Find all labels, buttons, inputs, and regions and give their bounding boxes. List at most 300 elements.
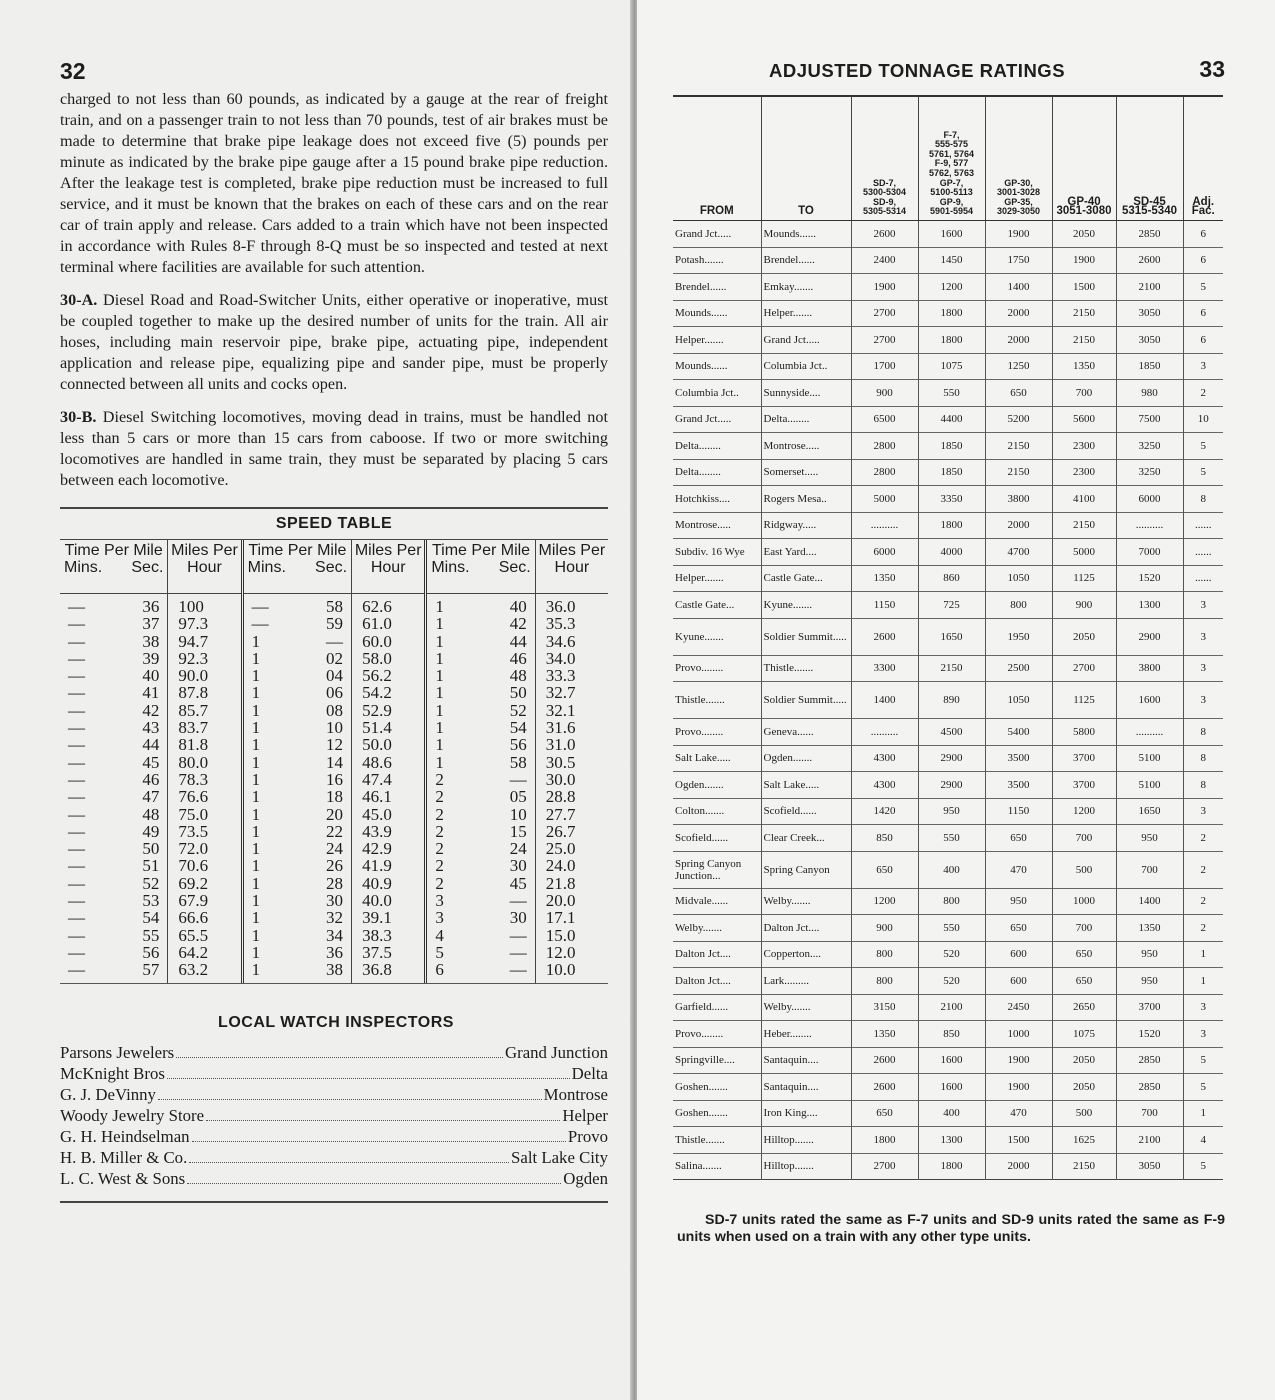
adj-factor-cell: ...... — [1183, 512, 1223, 539]
adj-factor-cell: 8 — [1183, 486, 1223, 513]
from-cell: Mounds...... — [673, 353, 761, 380]
seconds-cell: 37 — [142, 614, 160, 634]
seconds-cell: 04 — [326, 666, 344, 686]
speed-row-time — [427, 788, 534, 805]
to-cell: Welby....... — [761, 994, 851, 1021]
minutes-cell: — — [68, 666, 85, 686]
minutes-cell: — — [68, 718, 85, 738]
rating-cell: 1500 — [1052, 274, 1116, 301]
watch-inspector-row — [60, 1084, 608, 1105]
to-cell: East Yard.... — [761, 539, 851, 566]
rating-cell: 4300 — [851, 745, 918, 772]
speed-row-time — [60, 667, 167, 684]
dotted-leader — [192, 1131, 566, 1142]
watch-inspector-row — [60, 1042, 608, 1063]
speed-row-time — [427, 875, 534, 892]
from-cell: Provo........ — [673, 655, 761, 682]
speed-row-time — [60, 754, 167, 771]
adj-factor-cell: 2 — [1183, 851, 1223, 888]
column-header — [673, 96, 761, 221]
seconds-cell: 58 — [509, 752, 527, 772]
speed-row-time — [427, 909, 534, 926]
seconds-cell: 54 — [509, 718, 527, 738]
column-header-line: SD-7, — [872, 177, 896, 188]
rating-cell: 1000 — [985, 1021, 1052, 1048]
minutes-cell: — — [68, 839, 85, 859]
speed-row-mph — [352, 615, 424, 632]
adj-factor-cell: 1 — [1183, 1100, 1223, 1127]
minutes-cell: 1 — [251, 648, 261, 668]
speed-row-mph — [168, 788, 240, 805]
page-number-left: 32 — [60, 58, 86, 84]
minutes-cell: — — [68, 908, 85, 928]
rating-cell: 2150 — [1052, 512, 1116, 539]
speed-row-mph — [536, 650, 608, 667]
speed-row-mph — [536, 754, 608, 771]
speed-row-mph — [536, 684, 608, 701]
speed-row-mph — [168, 615, 240, 632]
tonnage-row — [673, 1074, 1223, 1101]
to-cell: Santaquin.... — [761, 1074, 851, 1101]
miles-per-hour-column — [536, 540, 608, 983]
mph-cell: 20.0 — [545, 891, 576, 911]
rating-cell: 5100 — [1116, 772, 1183, 799]
tonnage-row — [673, 406, 1223, 433]
to-cell: Clear Creek... — [761, 825, 851, 852]
to-cell: Mounds...... — [761, 221, 851, 248]
speed-row-time — [244, 806, 351, 823]
minutes-cell: 1 — [435, 666, 444, 686]
minutes-cell: — — [68, 752, 85, 772]
rating-cell: 800 — [918, 888, 985, 915]
mins-label: Mins. — [64, 559, 103, 576]
rating-cell: 950 — [918, 798, 985, 825]
minutes-cell: 2 — [435, 839, 444, 859]
tonnage-row — [673, 353, 1223, 380]
speed-row-mph — [168, 823, 240, 840]
rating-cell: 6000 — [1116, 486, 1183, 513]
column-header-line: GP-7, — [939, 177, 964, 188]
adj-factor-cell: 2 — [1183, 915, 1223, 942]
to-cell: Hilltop....... — [761, 1127, 851, 1154]
minutes-cell: 1 — [251, 925, 261, 945]
inspector-city: Helper — [562, 1105, 608, 1125]
adj-factor-cell: 3 — [1183, 655, 1223, 682]
rating-cell: 2600 — [851, 1074, 918, 1101]
column-header-line: GP-30, — [1004, 177, 1033, 188]
rating-cell: 500 — [1052, 851, 1116, 888]
inspector-name: G. H. Heindselman — [60, 1126, 190, 1146]
miles-per-hour-column — [168, 540, 240, 983]
speed-row-mph — [168, 927, 240, 944]
mph-cell: 24.0 — [545, 856, 576, 876]
column-header-line: Fac. — [1191, 205, 1215, 218]
speed-row-mph — [352, 857, 424, 874]
rating-cell: 2300 — [1052, 459, 1116, 486]
column-header-line: F-7, — [943, 129, 960, 140]
rating-cell: 1350 — [851, 565, 918, 592]
tonnage-row — [673, 655, 1223, 682]
column-header — [1052, 96, 1116, 221]
rule-text: Diesel Switching locomotives, moving dead in trains, must be handled not less than 5 cars or more than 15 cars from caboose. If two or more switching locomotives are handled in same train, they must be separated by placing 5 cars between each locomotive. — [60, 408, 608, 489]
minutes-cell: 2 — [435, 821, 444, 841]
rating-cell: 1750 — [985, 247, 1052, 274]
mph-cell: 25.0 — [545, 839, 576, 859]
seconds-cell: 30 — [509, 908, 527, 928]
rating-cell: 650 — [851, 851, 918, 888]
rating-cell: 4500 — [918, 719, 985, 746]
seconds-cell: 45 — [142, 752, 160, 772]
watch-inspector-row — [60, 1105, 608, 1126]
column-header-line: GP-40 — [1067, 195, 1101, 208]
speed-row-mph — [536, 736, 608, 753]
adj-factor-cell: 8 — [1183, 719, 1223, 746]
to-cell: Heber........ — [761, 1021, 851, 1048]
rating-cell: 1800 — [918, 512, 985, 539]
minutes-cell: — — [68, 821, 85, 841]
speed-row-time — [60, 598, 167, 615]
speed-row-time — [244, 909, 351, 926]
dotted-leader — [167, 1068, 570, 1079]
seconds-cell: 53 — [142, 891, 160, 911]
rating-cell: 6000 — [851, 539, 918, 566]
minutes-cell: — — [251, 597, 269, 616]
seconds-cell: — — [326, 631, 344, 651]
seconds-cell: 02 — [326, 648, 344, 668]
speed-row-time — [60, 909, 167, 926]
mph-cell: 70.6 — [178, 856, 209, 876]
column-header — [1116, 96, 1183, 221]
column-header-line: 5315-5340 — [1122, 205, 1177, 218]
to-cell: Scofield...... — [761, 798, 851, 825]
speed-row-time — [60, 857, 167, 874]
to-cell: Sunnyside.... — [761, 380, 851, 407]
time-subheader — [244, 559, 351, 576]
rating-cell: 900 — [1052, 592, 1116, 619]
column-header-line: SD-45 — [1133, 195, 1166, 208]
mph-cell: 65.5 — [178, 925, 209, 945]
seconds-cell: 24 — [326, 839, 344, 859]
seconds-cell: 18 — [326, 787, 344, 807]
from-cell: Helper....... — [673, 327, 761, 354]
speed-table-group — [424, 540, 608, 983]
minutes-cell: 1 — [251, 821, 261, 841]
rule-number: 30-A. — [60, 291, 98, 309]
seconds-cell: 15 — [509, 821, 527, 841]
rating-cell: 500 — [1052, 1100, 1116, 1127]
seconds-cell: 39 — [142, 648, 160, 668]
rating-cell: 4400 — [918, 406, 985, 433]
rating-cell: 900 — [851, 915, 918, 942]
mph-cell: 81.8 — [178, 735, 209, 755]
rating-cell: 2850 — [1116, 221, 1183, 248]
mph-cell: 80.0 — [178, 752, 209, 772]
time-per-mile-column — [60, 540, 168, 983]
column-header — [851, 96, 918, 221]
adj-factor-cell: 8 — [1183, 772, 1223, 799]
minutes-cell: 1 — [251, 769, 261, 789]
mph-cell: 61.0 — [362, 614, 392, 634]
minutes-cell: — — [68, 873, 85, 893]
from-cell: Grand Jct..... — [673, 221, 761, 248]
speed-row-time — [60, 736, 167, 753]
seconds-cell: 47 — [142, 787, 160, 807]
speed-row-mph — [352, 650, 424, 667]
rule-paragraph — [60, 407, 608, 491]
speed-row-mph — [352, 961, 424, 978]
from-cell: Colton....... — [673, 798, 761, 825]
time-rows — [244, 594, 351, 983]
dotted-leader — [206, 1110, 560, 1121]
adj-factor-cell: 3 — [1183, 618, 1223, 655]
seconds-cell: 30 — [509, 856, 527, 876]
mph-cell: 45.0 — [362, 804, 392, 824]
adj-factor-cell: 3 — [1183, 592, 1223, 619]
rating-cell: 1800 — [918, 1153, 985, 1180]
seconds-cell: — — [509, 925, 527, 945]
column-header-line: TO — [798, 205, 814, 218]
mph-cell: 26.7 — [545, 821, 576, 841]
rating-cell: 1900 — [985, 1047, 1052, 1074]
mph-cell: 56.2 — [362, 666, 392, 686]
speed-row-mph — [536, 615, 608, 632]
speed-row-time — [244, 736, 351, 753]
minutes-cell: 1 — [435, 648, 444, 668]
from-cell: Ogden....... — [673, 772, 761, 799]
minutes-cell: — — [68, 942, 85, 962]
from-cell: Mounds...... — [673, 300, 761, 327]
minutes-cell: 1 — [251, 856, 261, 876]
adj-factor-cell: 2 — [1183, 380, 1223, 407]
adj-factor-cell: 5 — [1183, 274, 1223, 301]
speed-row-mph — [352, 927, 424, 944]
minutes-cell: — — [68, 648, 85, 668]
rating-cell: 2600 — [851, 1047, 918, 1074]
speed-table-group — [60, 540, 241, 983]
mph-cell: 40.9 — [362, 873, 392, 893]
time-per-mile-header — [60, 540, 167, 594]
sec-label: Sec. — [315, 559, 348, 576]
to-cell: Emkay....... — [761, 274, 851, 301]
minutes-cell: 1 — [251, 700, 261, 720]
rating-cell: 1600 — [918, 221, 985, 248]
to-cell: Brendel...... — [761, 247, 851, 274]
speed-row-mph — [536, 857, 608, 874]
minutes-cell: 2 — [435, 787, 444, 807]
from-cell: Provo........ — [673, 719, 761, 746]
tonnage-row — [673, 798, 1223, 825]
minutes-cell: 1 — [435, 752, 444, 772]
minutes-cell: 1 — [435, 683, 444, 703]
speed-row-time — [244, 650, 351, 667]
speed-row-time — [244, 667, 351, 684]
rating-cell: 3500 — [985, 772, 1052, 799]
time-per-mile-label: Time Per Mile — [431, 542, 531, 559]
rating-cell: 1900 — [851, 274, 918, 301]
mph-cell: 73.5 — [178, 821, 209, 841]
tonnage-row — [673, 825, 1223, 852]
mph-cell: 58.0 — [362, 648, 392, 668]
speed-row-time — [244, 840, 351, 857]
adj-factor-cell: 2 — [1183, 888, 1223, 915]
speed-row-mph — [352, 684, 424, 701]
from-cell: Midvale...... — [673, 888, 761, 915]
miles-per-hour-header: Miles Per Hour — [536, 540, 608, 594]
seconds-cell: 48 — [509, 666, 527, 686]
adj-factor-cell: 5 — [1183, 433, 1223, 460]
time-per-mile-header — [427, 540, 534, 594]
minutes-cell: 1 — [435, 597, 444, 616]
dotted-leader — [158, 1089, 542, 1100]
from-cell: Delta........ — [673, 459, 761, 486]
from-cell: Brendel...... — [673, 274, 761, 301]
rating-cell: 2650 — [1052, 994, 1116, 1021]
inspector-name: G. J. DeVinny — [60, 1084, 156, 1104]
tonnage-row — [673, 994, 1223, 1021]
speed-row-mph — [536, 875, 608, 892]
tonnage-row — [673, 1100, 1223, 1127]
from-cell: Provo........ — [673, 1021, 761, 1048]
right-page-header — [673, 56, 1225, 83]
speed-row-mph — [536, 598, 608, 615]
mph-cell: 35.3 — [545, 614, 576, 634]
minutes-cell: — — [68, 769, 85, 789]
rating-cell: 3050 — [1116, 327, 1183, 354]
adj-factor-cell: 4 — [1183, 1127, 1223, 1154]
to-cell: Delta........ — [761, 406, 851, 433]
page-title: ADJUSTED TONNAGE RATINGS — [769, 60, 1066, 81]
speed-row-time — [427, 650, 534, 667]
mph-cell: 21.8 — [545, 873, 576, 893]
speed-row-mph — [168, 892, 240, 909]
rating-cell: 1650 — [918, 618, 985, 655]
column-header-line: 555-575 — [934, 139, 969, 150]
column-header-line: Adj. — [1192, 195, 1215, 208]
speed-row-time — [244, 615, 351, 632]
speed-row-mph — [168, 944, 240, 961]
to-cell: Dalton Jct.... — [761, 915, 851, 942]
rule-paragraph — [60, 89, 608, 278]
seconds-cell: 36 — [142, 597, 160, 616]
column-header — [918, 96, 985, 221]
tonnage-row — [673, 486, 1223, 513]
minutes-cell: 1 — [251, 718, 261, 738]
adj-factor-cell: 3 — [1183, 994, 1223, 1021]
column-header — [985, 96, 1052, 221]
speed-table-title: SPEED TABLE — [60, 509, 608, 540]
minutes-cell: — — [68, 804, 85, 824]
seconds-cell: 46 — [509, 648, 527, 668]
rating-cell: 2150 — [1052, 327, 1116, 354]
seconds-cell: 10 — [509, 804, 527, 824]
rating-cell: 5800 — [1052, 719, 1116, 746]
tonnage-table — [673, 95, 1223, 1180]
speed-row-mph — [536, 909, 608, 926]
speed-row-time — [60, 771, 167, 788]
mph-cell: 92.3 — [178, 648, 209, 668]
rating-cell: 1900 — [1052, 247, 1116, 274]
rating-cell: 2700 — [851, 1153, 918, 1180]
inspector-city: Delta — [571, 1063, 608, 1083]
to-cell: Grand Jct..... — [761, 327, 851, 354]
rating-cell: 1350 — [851, 1021, 918, 1048]
rating-cell: 400 — [918, 1100, 985, 1127]
column-header-line: FROM — [699, 205, 734, 218]
from-cell: Salt Lake..... — [673, 745, 761, 772]
speed-row-time — [60, 702, 167, 719]
rating-cell: 1125 — [1052, 565, 1116, 592]
inspector-name: McKnight Bros — [60, 1063, 165, 1083]
mph-cell: 48.6 — [362, 752, 392, 772]
mph-cell: 85.7 — [178, 700, 209, 720]
speed-row-time — [427, 615, 534, 632]
to-cell: Montrose..... — [761, 433, 851, 460]
mph-cell: 64.2 — [178, 942, 209, 962]
adj-factor-cell: 6 — [1183, 221, 1223, 248]
miles-per-hour-header: Miles Per Hour — [168, 540, 240, 594]
column-header-line: GP-9, — [939, 196, 964, 207]
speed-row-mph — [168, 650, 240, 667]
column-header-line: 3051-3080 — [1056, 205, 1112, 218]
watch-inspector-row — [60, 1063, 608, 1084]
rating-cell: 5100 — [1116, 745, 1183, 772]
minutes-cell: 4 — [435, 925, 444, 945]
to-cell: Lark......... — [761, 968, 851, 995]
rating-cell: 1200 — [851, 888, 918, 915]
tonnage-row — [673, 512, 1223, 539]
rating-cell: 1700 — [851, 353, 918, 380]
speed-row-mph — [352, 633, 424, 650]
mph-cell: 66.6 — [178, 908, 209, 928]
speed-row-mph — [352, 944, 424, 961]
mph-cell: 17.1 — [545, 908, 576, 928]
rating-cell: 5600 — [1052, 406, 1116, 433]
minutes-cell: — — [68, 787, 85, 807]
minutes-cell: 2 — [435, 769, 444, 789]
rating-cell: 950 — [1116, 825, 1183, 852]
rating-cell: 2800 — [851, 459, 918, 486]
minutes-cell: 2 — [435, 804, 444, 824]
seconds-cell: 41 — [142, 683, 160, 703]
mph-rows — [536, 594, 608, 983]
seconds-cell: 51 — [142, 856, 160, 876]
tonnage-row — [673, 682, 1223, 719]
seconds-cell: 45 — [509, 873, 527, 893]
speed-row-time — [244, 892, 351, 909]
mph-cell: 75.0 — [178, 804, 209, 824]
speed-row-time — [427, 719, 534, 736]
tonnage-row — [673, 968, 1223, 995]
rating-cell: 3800 — [985, 486, 1052, 513]
to-cell: Helper....... — [761, 300, 851, 327]
speed-row-time — [427, 667, 534, 684]
time-per-mile-label: Time Per Mile — [248, 542, 347, 559]
rating-cell: 2050 — [1052, 618, 1116, 655]
tonnage-row — [673, 772, 1223, 799]
time-per-mile-column — [427, 540, 535, 983]
rating-cell: 700 — [1052, 825, 1116, 852]
inspector-name: H. B. Miller & Co. — [60, 1147, 188, 1167]
adj-factor-cell: 1 — [1183, 968, 1223, 995]
from-cell: Dalton Jct.... — [673, 941, 761, 968]
mph-cell: 42.9 — [362, 839, 392, 859]
rating-cell: 1300 — [1116, 592, 1183, 619]
speed-row-mph — [168, 719, 240, 736]
adj-factor-cell: 5 — [1183, 1074, 1223, 1101]
rating-cell: 4700 — [985, 539, 1052, 566]
tonnage-row — [673, 618, 1223, 655]
seconds-cell: 08 — [326, 700, 344, 720]
